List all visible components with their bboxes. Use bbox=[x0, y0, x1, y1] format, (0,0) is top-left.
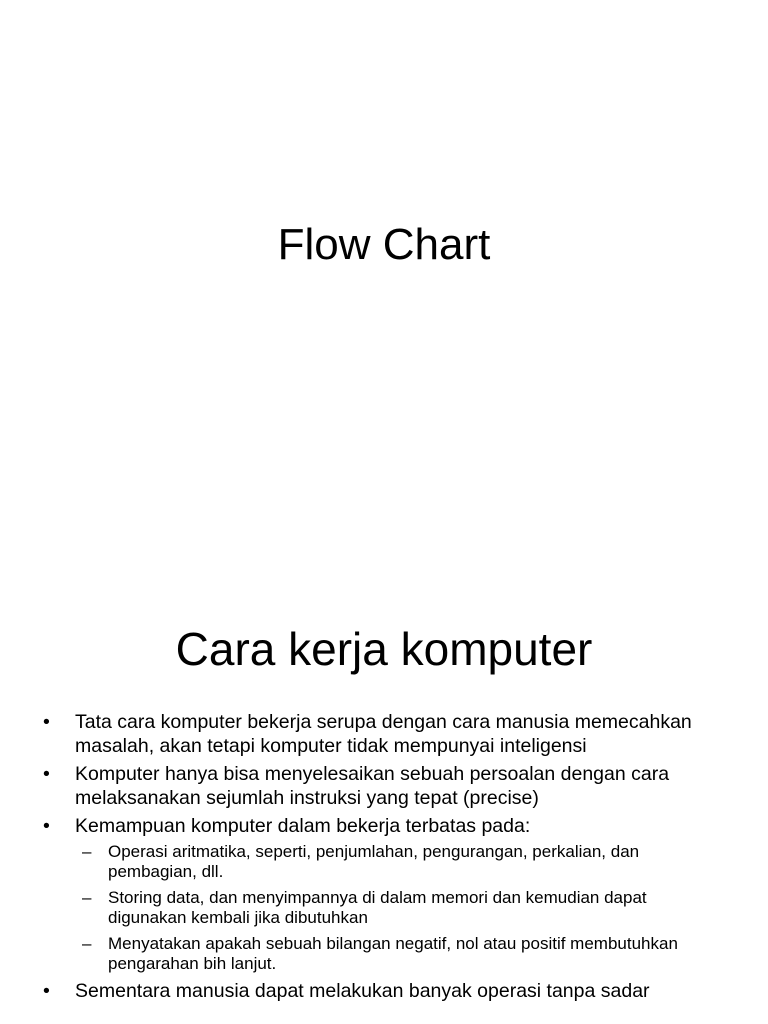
sub-bullet-marker: – bbox=[82, 841, 92, 861]
sub-bullet-item bbox=[74, 934, 728, 974]
bullet-text: Sementara manusia dapat melakukan banyak operasi tanpa sadar bbox=[75, 979, 650, 1002]
bullet-list bbox=[0, 711, 768, 1008]
bullet-item bbox=[0, 763, 768, 810]
bullet-marker: • bbox=[43, 815, 50, 837]
sub-bullet-text: Operasi aritmatika, seperti, penjumlahan, pengurangan, perkalian, dan pembagian, dll. bbox=[108, 841, 640, 881]
bullet-item bbox=[0, 711, 768, 758]
bullet-marker: • bbox=[43, 711, 50, 733]
sub-bullet-marker: – bbox=[82, 887, 92, 907]
sub-bullet-text: Menyatakan apakah sebuah bilangan negatif, nol atau positif membutuhkan pengarahan bih lanjut. bbox=[108, 933, 678, 973]
bullet-text: Tata cara komputer bekerja serupa dengan cara manusia memecahkan masalah, akan tetapi komputer tidak mempunyai inteligensi bbox=[75, 711, 692, 757]
bullet-marker: • bbox=[43, 763, 50, 785]
sub-bullet-item bbox=[74, 888, 728, 928]
slide-title-flow-chart: Flow Chart bbox=[277, 220, 491, 269]
bullet-text: Kemampuan komputer dalam bekerja terbatas pada: bbox=[75, 815, 531, 837]
sub-bullet-list bbox=[75, 842, 728, 974]
bullet-item bbox=[0, 815, 768, 974]
bullet-marker: • bbox=[43, 979, 50, 1002]
sub-bullet-text: Storing data, dan menyimpannya di dalam memori dan kemudian dapat digunakan kembali jika dibutuhkan bbox=[108, 887, 647, 927]
bullet-item bbox=[0, 980, 768, 1004]
bullet-text: Komputer hanya bisa menyelesaikan sebuah persoalan dengan cara melaksanakan sejumlah instruksi yang tepat (precise) bbox=[75, 763, 670, 809]
slide-title-cara-kerja: Cara kerja komputer bbox=[175, 623, 593, 675]
sub-bullet-item bbox=[74, 842, 728, 882]
sub-bullet-marker: – bbox=[82, 933, 92, 953]
